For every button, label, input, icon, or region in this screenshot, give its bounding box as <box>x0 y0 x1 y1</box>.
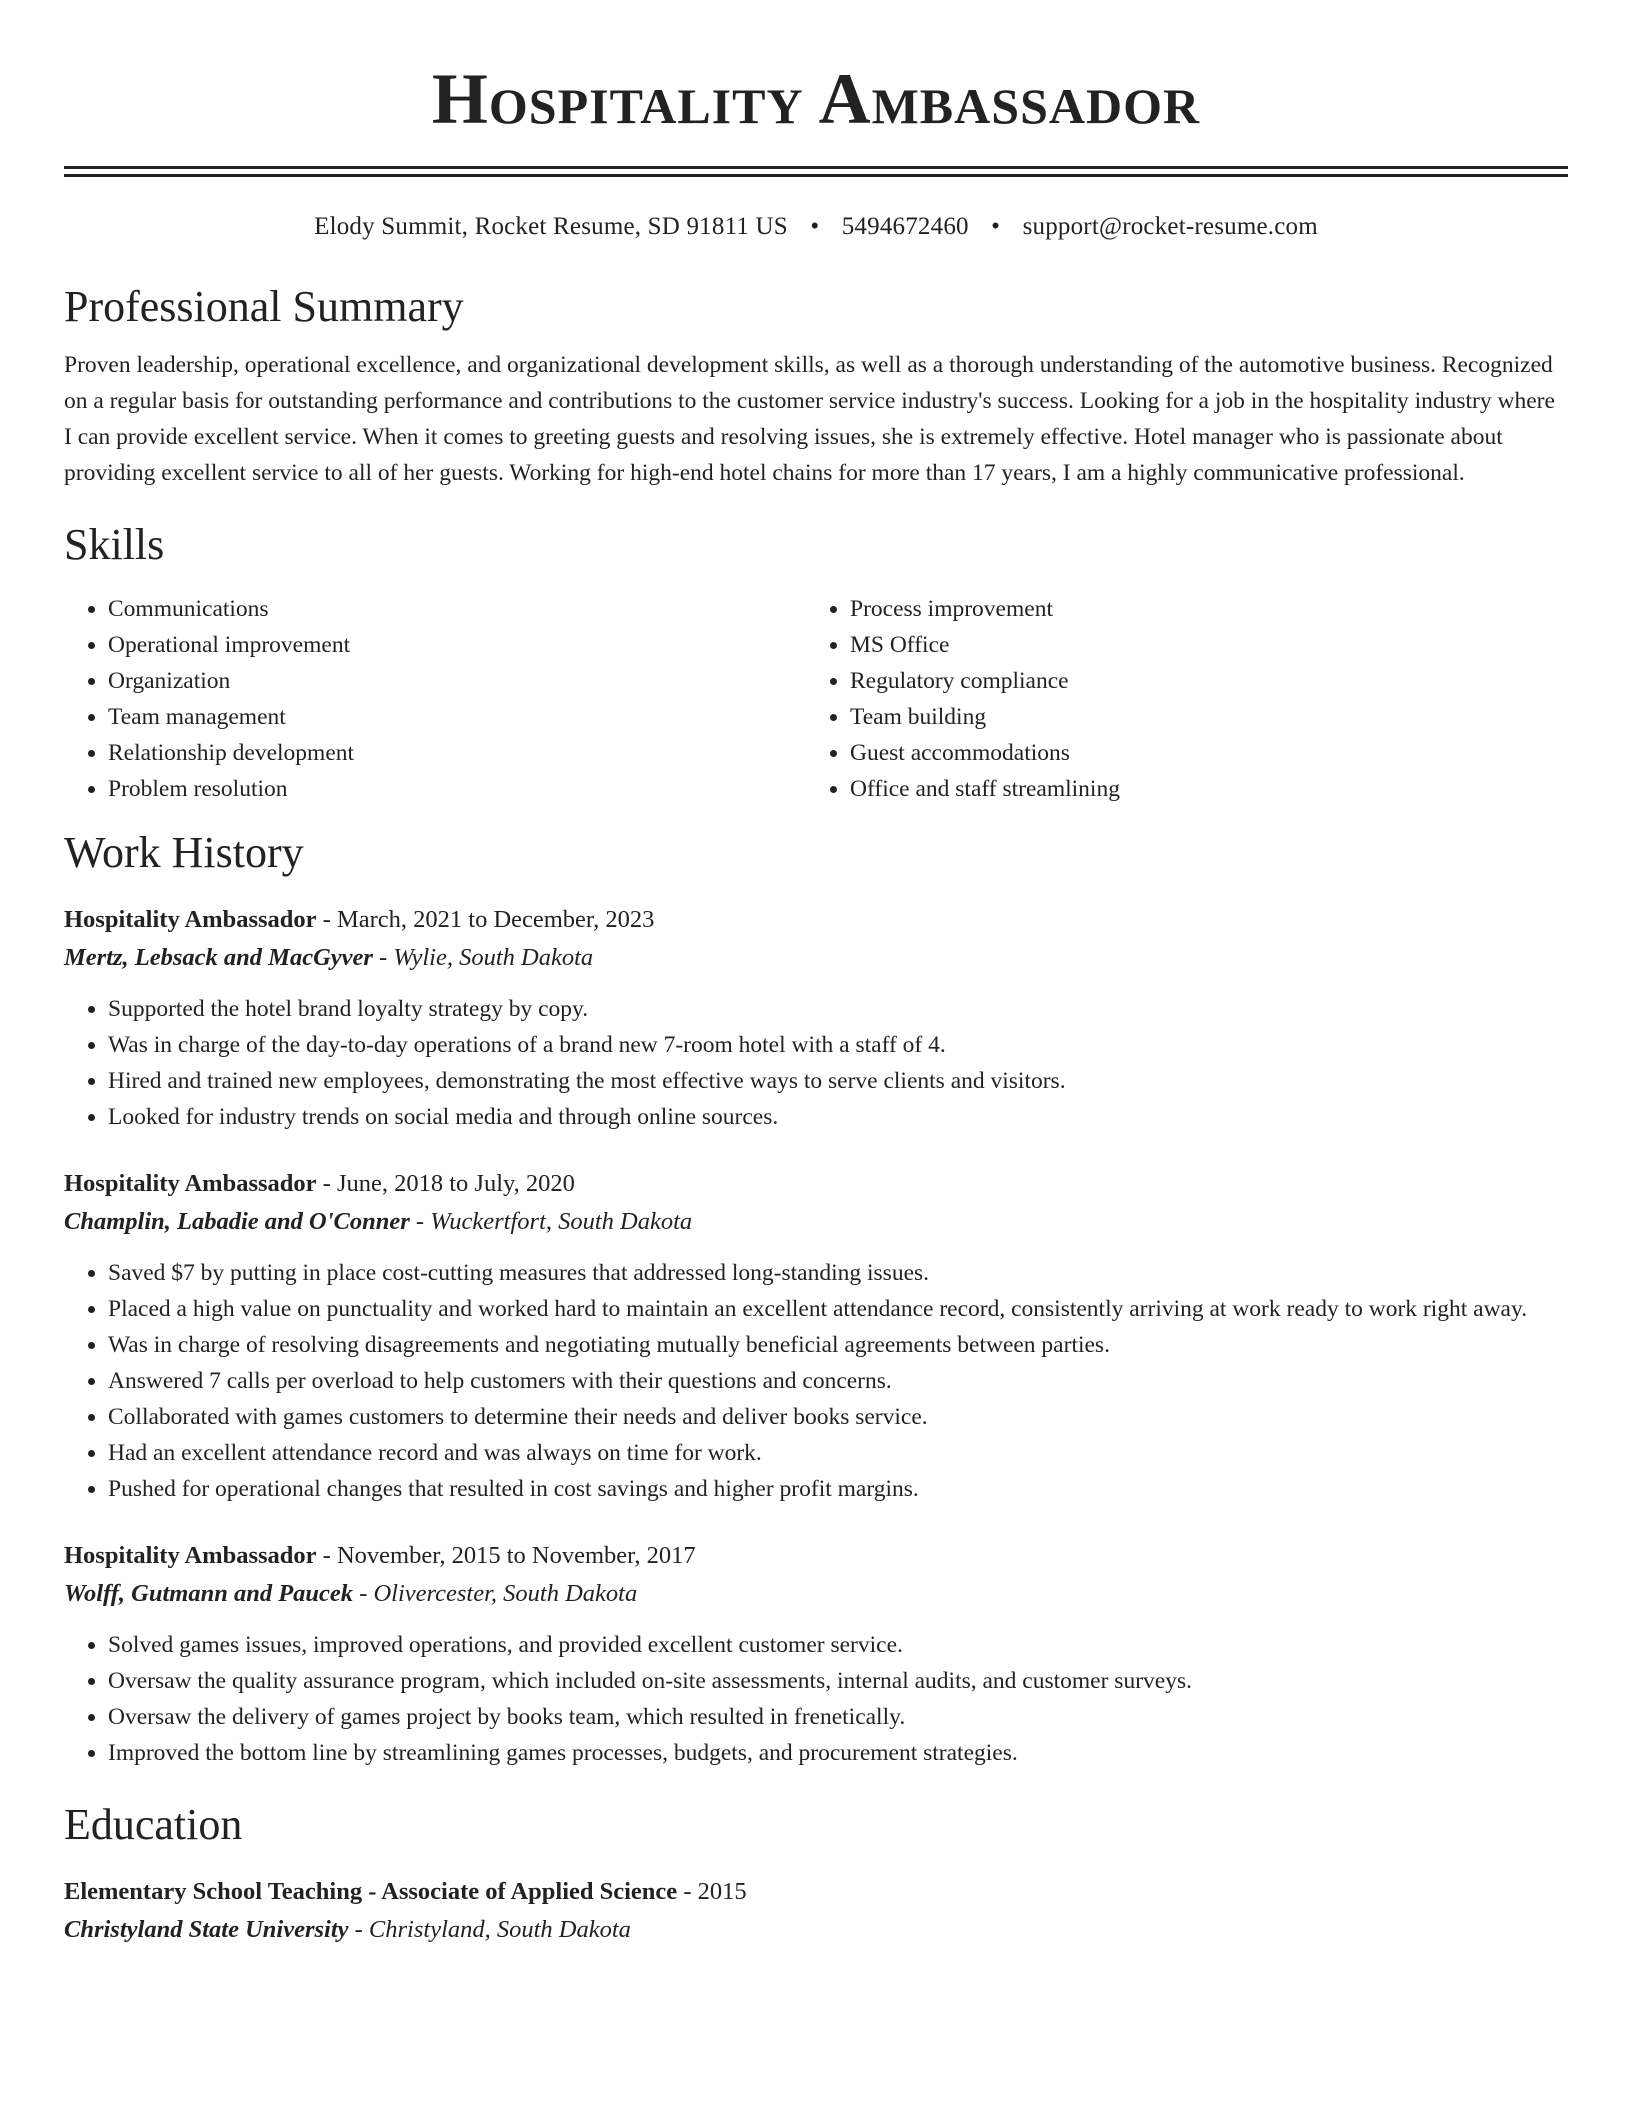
job-bullet: • Was in charge of the day-to-day operations of a brand new 7-room hotel with a staff of 4. <box>108 1027 1568 1063</box>
job-title-line <box>64 1537 1568 1575</box>
education-location: - Christyland, South Dakota <box>348 1916 631 1943</box>
skill-item: • Problem resolution <box>108 771 806 807</box>
skills-column-right <box>806 591 1548 807</box>
education-heading: Education <box>64 1800 243 1849</box>
work-history-heading: Work History <box>64 828 304 877</box>
job-entry <box>64 1537 1568 1771</box>
job-company: Mertz, Lebsack and MacGyver <box>64 944 373 971</box>
skill-item: • Office and staff streamlining <box>850 771 1548 807</box>
job-bullet: • Was in charge of resolving disagreements and negotiating mutually beneficial agreements between parties. <box>108 1327 1568 1363</box>
skill-item: • Team management <box>108 699 806 735</box>
job-dates: - March, 2021 to December, 2023 <box>316 906 655 933</box>
job-location: - Wylie, South Dakota <box>372 944 594 971</box>
skill-item: • Relationship development <box>108 735 806 771</box>
job-entry <box>64 1165 1568 1507</box>
job-bullets <box>64 991 1568 1135</box>
skills-column-left <box>64 591 806 807</box>
job-bullet: • Oversaw the delivery of games project by books team, which resulted in frenetically. <box>108 1699 1568 1735</box>
job-entry <box>64 901 1568 1135</box>
job-bullet: • Looked for industry trends on social media and through online sources. <box>108 1099 1568 1135</box>
job-bullet: • Improved the bottom line by streamlining games processes, budgets, and procurement strategies. <box>108 1735 1568 1771</box>
job-bullet: • Solved games issues, improved operations, and provided excellent customer service. <box>108 1627 1568 1663</box>
education-school-line <box>64 1911 1568 1949</box>
job-company-line <box>64 939 1568 977</box>
skill-item: • Team building <box>850 699 1548 735</box>
resume-name: Hospitality Ambassador <box>431 59 1201 139</box>
job-bullet: • Hired and trained new employees, demonstrating the most effective ways to serve clients and visitors. <box>108 1063 1568 1099</box>
job-bullet: • Saved $7 by putting in place cost-cutting measures that addressed long-standing issues. <box>108 1255 1568 1291</box>
job-bullet: • Oversaw the quality assurance program, which included on-site assessments, internal audits, and customer surveys. <box>108 1663 1568 1699</box>
job-bullet: • Answered 7 calls per overload to help customers with their questions and concerns. <box>108 1363 1568 1399</box>
job-bullet: • Collaborated with games customers to determine their needs and deliver books service. <box>108 1399 1568 1435</box>
job-company: Champlin, Labadie and O'Conner <box>64 1208 410 1235</box>
job-bullets <box>64 1627 1568 1771</box>
skill-item: • MS Office <box>850 627 1548 663</box>
job-role: Hospitality Ambassador <box>64 1170 317 1197</box>
skill-item: • Regulatory compliance <box>850 663 1548 699</box>
resume-page <box>64 0 1568 1949</box>
education-year: - 2015 <box>677 1878 747 1905</box>
education-entry <box>64 1873 1568 1949</box>
summary-text: Proven leadership, operational excellence, and organizational development skills, as well as a thorough understanding of the automotive business. Recognized on a regular basis for outstanding performance and contributions to the customer service industry's success. Looking for a job in the hospitality industry where I can provide excellent service. When it comes to greeting guests and resolving issues, she is extremely effective. Hotel manager who is passionate about providing excellent service to all of her guests. Working for high-end hotel chains for more than 17 years, I am a highly communicative professional. <box>64 352 1555 486</box>
skill-item: • Operational improvement <box>108 627 806 663</box>
job-title-line <box>64 901 1568 939</box>
job-location: - Wuckertfort, South Dakota <box>409 1208 693 1235</box>
skills-list <box>64 591 1568 807</box>
job-bullet: • Had an excellent attendance record and was always on time for work. <box>108 1435 1568 1471</box>
summary-heading: Professional Summary <box>64 282 464 331</box>
contact-email: support@rocket-resume.com <box>1022 213 1318 240</box>
job-role: Hospitality Ambassador <box>64 1542 317 1569</box>
job-location: - Olivercester, South Dakota <box>353 1580 638 1607</box>
skill-item: • Process improvement <box>850 591 1548 627</box>
education-degree-line <box>64 1873 1568 1911</box>
header-rule-bottom <box>64 174 1568 177</box>
job-role: Hospitality Ambassador <box>64 906 317 933</box>
skill-item: • Organization <box>108 663 806 699</box>
job-bullet: • Supported the hotel brand loyalty strategy by copy. <box>108 991 1568 1027</box>
skills-heading: Skills <box>64 520 165 569</box>
job-company-line <box>64 1575 1568 1613</box>
contact-separator: • <box>991 213 1001 240</box>
job-company-line <box>64 1203 1568 1241</box>
job-bullet: • Pushed for operational changes that resulted in cost savings and higher profit margins. <box>108 1471 1568 1507</box>
job-dates: - November, 2015 to November, 2017 <box>316 1542 696 1569</box>
education-degree: Elementary School Teaching - Associate of Applied Science <box>64 1878 678 1905</box>
contact-line <box>64 209 1568 245</box>
job-bullet: • Placed a high value on punctuality and worked hard to maintain an excellent attendance record, consistently arriving at work ready to work right away. <box>108 1291 1568 1327</box>
skill-item: • Communications <box>108 591 806 627</box>
header-rule-top <box>64 166 1568 169</box>
contact-phone: 5494672460 <box>841 213 969 240</box>
job-company: Wolff, Gutmann and Paucek <box>64 1580 354 1607</box>
education-school: Christyland State University <box>64 1916 349 1943</box>
skill-item: • Guest accommodations <box>850 735 1548 771</box>
job-dates: - June, 2018 to July, 2020 <box>316 1170 575 1197</box>
contact-separator: • <box>810 213 820 240</box>
job-bullets <box>64 1255 1568 1507</box>
job-title-line <box>64 1165 1568 1203</box>
contact-address: Elody Summit, Rocket Resume, SD 91811 US <box>314 213 788 240</box>
